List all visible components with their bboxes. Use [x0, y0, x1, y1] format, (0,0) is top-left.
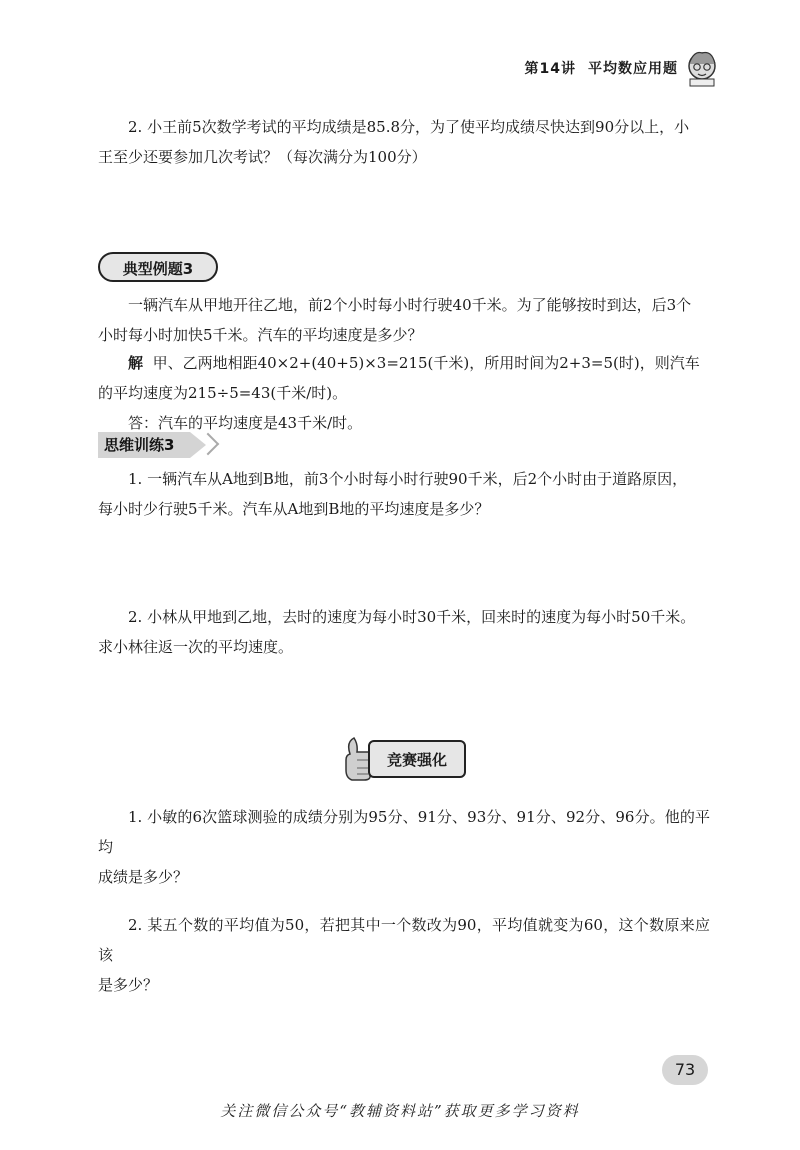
text-line: 是多少？	[98, 976, 159, 994]
text-line: 2. 小王前5次数学考试的平均成绩是85.8分，为了使平均成绩尽快达到90分以上，小	[128, 118, 690, 136]
example-solution	[98, 348, 710, 438]
competition-header	[340, 734, 470, 784]
text-line: 2. 小林从甲地到乙地，去时的速度为每小时30千米，回来时的速度为每小时50千米。	[128, 608, 696, 626]
text-line: 每小时少行驶5千米。汽车从A地到B地的平均速度是多少？	[98, 500, 490, 518]
text-line: 1. 一辆汽车从A地到B地，前3个小时每小时行驶90千米，后2个小时由于道路原因，	[128, 470, 688, 488]
mascot-icon	[682, 48, 722, 88]
text-line: 成绩是多少？	[98, 868, 189, 886]
page-header	[513, 58, 678, 78]
competition-problem-2	[98, 910, 710, 1000]
text-line: 王至少还要参加几次考试？（每次满分为100分）	[98, 148, 427, 166]
competition-problem-1	[98, 802, 710, 892]
text-line: 小时每小时加快5千米。汽车的平均速度是多少？	[98, 326, 423, 344]
text-line: 2. 某五个数的平均值为50，若把其中一个数改为90，平均值就变为60，这个数原来应该	[98, 916, 710, 964]
lesson-number: 第14讲	[524, 61, 576, 77]
footer-note: 关注微信公众号“教辅资料站”获取更多学习资料	[220, 1102, 580, 1120]
text-line: 求小林往返一次的平均速度。	[98, 638, 294, 656]
training-problem-2	[98, 602, 710, 662]
solution-label: 解	[128, 354, 144, 372]
lesson-topic: 平均数应用题	[588, 61, 678, 77]
training-problem-1	[98, 464, 710, 524]
example-answer: 答：汽车的平均速度是43千米/时。	[128, 414, 363, 432]
text-line: 甲、乙两地相距40×2+(40+5)×3=215(千米)，所用时间为2+3=5(时)，则汽车	[152, 354, 700, 372]
example-badge: 典型例题3	[98, 252, 218, 282]
competition-badge: 竞赛强化	[368, 740, 466, 778]
text-line: 1. 小敏的6次篮球测验的成绩分别为95分、91分、93分、91分、92分、96分。他的平均	[98, 808, 710, 856]
text-line: 一辆汽车从甲地开往乙地，前2个小时每小时行驶40千米。为了能够按时到达，后3个	[128, 296, 692, 314]
text-line: 的平均速度为215÷5=43(千米/时)。	[98, 384, 348, 402]
page-number: 73	[662, 1055, 708, 1085]
training-badge: 思维训练3	[98, 432, 190, 458]
top-problem	[98, 112, 710, 172]
example-question	[98, 290, 710, 350]
